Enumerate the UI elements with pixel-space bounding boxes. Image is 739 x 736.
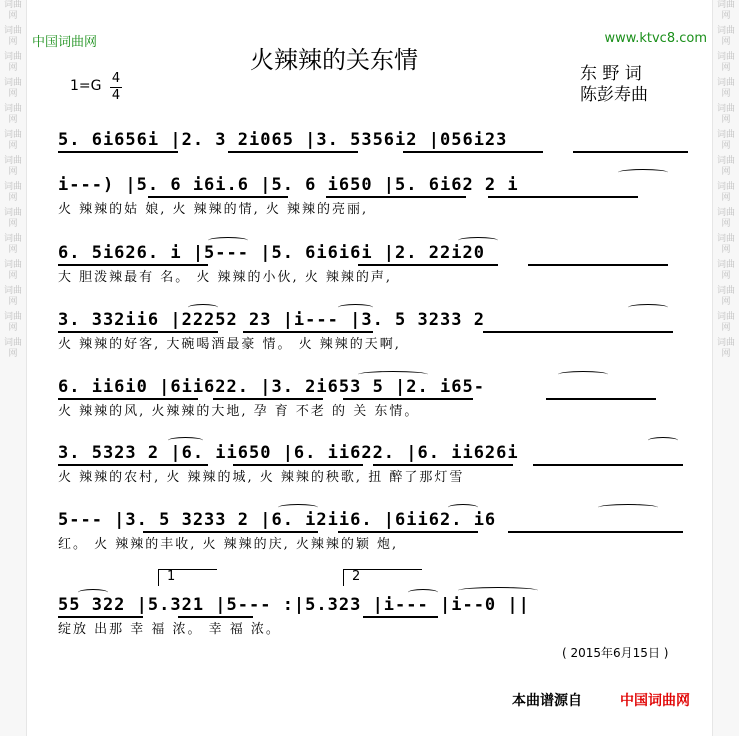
watermark-text: 词曲网 [3,0,22,21]
watermark-text: 词曲网 [3,208,22,229]
slur-mark [358,371,428,378]
notation: 55 322 |5.321 |5--- :|5.323 |i--- |i--0 || [58,595,530,615]
slur-mark [208,237,248,244]
beam-underline [58,616,143,618]
watermark-text: 词曲网 [716,234,735,255]
beam-underline [373,464,513,466]
lyrics: 大 胆泼辣最有 名。 火 辣辣的小伙, 火 辣辣的声, [58,270,393,285]
beam-underline [326,196,466,198]
beam-underline [533,464,683,466]
notation: 5. 6i656i |2. 3 2i065 |3. 5356i2 |056i23 [58,130,508,150]
watermark-text: 词曲网 [716,52,735,73]
time-signature-bottom: 4 [111,88,121,103]
lyricist-credit: 东 野 词 [580,64,642,84]
beam-underline [483,331,673,333]
watermark-text: 词曲网 [3,182,22,203]
time-signature-top: 4 [111,71,121,86]
watermark-text: 词曲网 [3,104,22,125]
beam-underline [148,196,288,198]
watermark-text: 词曲网 [3,286,22,307]
watermark-text: 词曲网 [3,78,22,99]
beam-underline [363,616,438,618]
watermark-text: 词曲网 [716,156,735,177]
beam-underline [213,398,323,400]
slur-mark [598,504,658,511]
watermark-text: 词曲网 [3,156,22,177]
publish-date: ( 2015年6月15日 ) [562,646,669,660]
source-label: 本曲谱源自 [512,693,582,709]
beam-underline [243,331,373,333]
song-title: 火辣辣的关东情 [250,46,418,74]
watermark-text: 词曲网 [3,130,22,151]
slur-mark [558,371,608,378]
beam-underline [488,196,638,198]
beam-underline [528,264,668,266]
watermark-text: 词曲网 [716,182,735,203]
slur-mark [448,504,478,511]
volta-bracket-1: 1 [158,569,217,586]
watermark-text: 词曲网 [3,234,22,255]
credits [580,64,648,106]
beam-underline [343,398,473,400]
right-watermark-strip [712,0,739,736]
watermark-text: 词曲网 [716,286,735,307]
beam-underline [546,398,656,400]
lyrics: 火 辣辣的农村, 火 辣辣的城, 火 辣辣的秧歌, 扭 醉了那灯雪 [58,470,465,485]
watermark-text: 词曲网 [3,260,22,281]
slur-mark [408,589,438,596]
lyrics: 火 辣辣的好客, 大碗喝酒最豪 情。 火 辣辣的天啊, [58,337,401,352]
beam-underline [573,151,688,153]
left-watermark-strip [0,0,27,736]
watermark-text: 词曲网 [716,0,735,21]
watermark-text: 词曲网 [716,104,735,125]
tie-mark [458,587,538,594]
notation: 3. 5323 2 |6. ii650 |6. ii622. |6. ii626i [58,443,519,463]
volta-bracket-2: 2 [343,569,422,586]
beam-underline [228,151,358,153]
watermark-text: 词曲网 [716,312,735,333]
slur-mark [628,304,668,311]
notation: 3. 332ii6 |22252 23 |i--- |3. 5 3233 2 [58,310,485,330]
site-url-right: www.ktvc8.com [604,31,707,46]
watermark-text: 词曲网 [716,130,735,151]
slur-mark [168,437,203,444]
beam-underline [58,264,208,266]
lyrics: 火 辣辣的风, 火辣辣的大地, 孕 育 不老 的 关 东情。 [58,404,420,419]
beam-underline [178,616,253,618]
slur-mark [618,169,668,176]
watermark-text: 词曲网 [3,26,22,47]
notation: 6. 5i626. i |5--- |5. 6i6i6i |2. 22i20 [58,243,485,263]
slur-mark [648,437,678,444]
watermark-text: 词曲网 [3,312,22,333]
lyrics: 火 辣辣的姑 娘, 火 辣辣的情, 火 辣辣的亮丽, [58,202,369,217]
watermark-text: 词曲网 [716,26,735,47]
key-signature: 1=G [70,78,102,94]
slur-mark [278,504,318,511]
watermark-text: 词曲网 [716,260,735,281]
notation: 6. ii6i0 |6ii622. |3. 2i653 5 |2. i65- [58,377,485,397]
slur-mark [78,589,108,596]
watermark-text: 词曲网 [3,338,22,359]
beam-underline [58,151,178,153]
source-site-name: 中国词曲网 [620,693,690,709]
beam-underline [58,398,198,400]
lyrics: 红。 火 辣辣的丰收, 火 辣辣的庆, 火辣辣的颖 炮, [58,537,399,552]
composer-credit: 陈彭寿曲 [580,85,648,105]
lyrics: 绽放 出那 幸 福 浓。 幸 福 浓。 [58,622,281,637]
beam-underline [58,464,208,466]
beam-underline [338,531,478,533]
notation: 5--- |3. 5 3233 2 |6. i2ii6. |6ii62. i6 [58,510,497,530]
watermark-text: 词曲网 [716,78,735,99]
watermark-text: 词曲网 [716,338,735,359]
beam-underline [358,264,498,266]
time-signature [110,72,122,103]
beam-underline [508,531,683,533]
notation: i---) |5. 6 i6i.6 |5. 6 i650 |5. 6i62 2 i [58,175,519,195]
site-name-left: 中国词曲网 [32,35,98,50]
slur-mark [188,304,218,311]
beam-underline [403,151,543,153]
beam-underline [58,331,218,333]
beam-underline [233,464,363,466]
slur-mark [338,304,373,311]
watermark-text: 词曲网 [3,52,22,73]
watermark-text: 词曲网 [716,208,735,229]
beam-underline [143,531,318,533]
slur-mark [458,237,498,244]
